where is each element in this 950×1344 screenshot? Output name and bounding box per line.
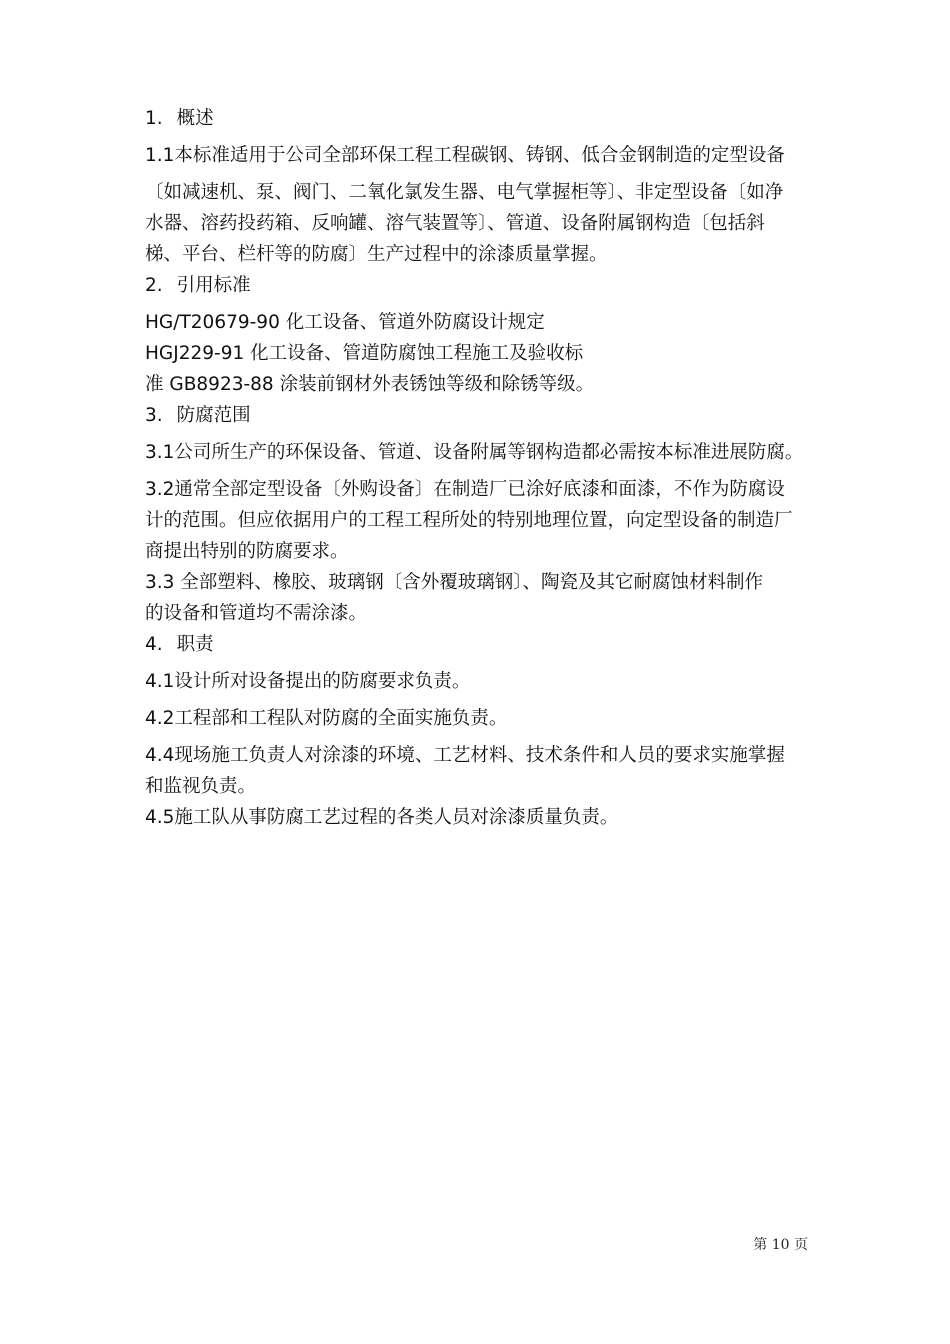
section-number: 2. xyxy=(145,275,163,296)
section-heading-scope xyxy=(145,400,825,431)
paragraph-3-3 xyxy=(145,567,825,629)
section-heading-overview xyxy=(145,103,825,134)
text-line: 3.2通常全部定型设备〔外购设备〕在制造厂已涂好底漆和面漆，不作为防腐设 xyxy=(145,479,785,500)
section-heading-responsibilities xyxy=(145,629,825,660)
text-line: 和监视负责。 xyxy=(145,776,257,797)
paragraph-4-4 xyxy=(145,740,825,802)
paragraph-references xyxy=(145,307,825,400)
text-line: 计的范围。但应依据用户的工程工程所处的特别地理位置，向定型设备的制造厂 xyxy=(145,510,793,531)
section-heading-references xyxy=(145,270,825,301)
document-body xyxy=(145,103,825,833)
section-number: 4. xyxy=(145,634,163,655)
text-line: 准 GB8923-88 涂装前钢材外表锈蚀等级和除锈等级。 xyxy=(145,374,595,395)
section-number: 3. xyxy=(145,405,163,426)
text-line: 水器、溶药投药箱、反响罐、溶气装置等〕、管道、设备附属钢构造〔包括斜 xyxy=(145,213,765,234)
paragraph-1-1 xyxy=(145,140,825,270)
section-title: 概述 xyxy=(176,108,214,129)
text-line: 1.1本标准适用于公司全部环保工程工程碳钢、铸钢、低合金钢制造的定型设备 xyxy=(145,145,785,166)
text-line: 商提出特别的防腐要求。 xyxy=(145,541,349,562)
section-title: 防腐范围 xyxy=(176,405,251,426)
paragraph-4-1: 4.1设计所对设备提出的防腐要求负责。 xyxy=(145,671,471,692)
text-line: 梯、平台、栏杆等的防腐〕生产过程中的涂漆质量掌握。 xyxy=(145,244,608,265)
section-title: 职责 xyxy=(176,634,214,655)
section-number: 1. xyxy=(145,108,163,129)
paragraph-3-1: 3.1公司所生产的环保设备、管道、设备附属等钢构造都必需按本标准进展防腐。 xyxy=(145,442,804,463)
paragraph-4-2: 4.2工程部和工程队对防腐的全面实施负责。 xyxy=(145,708,508,729)
paragraph-3-2 xyxy=(145,474,825,567)
paragraph-4-5: 4.5施工队从事防腐工艺过程的各类人员对涂漆质量负责。 xyxy=(145,807,619,828)
section-title: 引用标准 xyxy=(176,275,251,296)
text-line: 的设备和管道均不需涂漆。 xyxy=(145,603,368,624)
page-number: 第 10 页 xyxy=(753,1237,808,1253)
text-line: 〔如减速机、泵、阀门、二氧化氯发生器、电气掌握柜等〕、非定型设备〔如净 xyxy=(145,182,784,203)
text-line: 3.3 全部塑料、橡胶、玻璃钢〔含外覆玻璃钢〕、陶瓷及其它耐腐蚀材料制作 xyxy=(145,572,764,593)
text-line: HGJ229-91 化工设备、管道防腐蚀工程施工及验收标 xyxy=(145,343,584,364)
text-line: 4.4现场施工负责人对涂漆的环境、工艺材料、技术条件和人员的要求实施掌握 xyxy=(145,745,785,766)
text-line: HG/T20679-90 化工设备、管道外防腐设计规定 xyxy=(145,312,545,333)
